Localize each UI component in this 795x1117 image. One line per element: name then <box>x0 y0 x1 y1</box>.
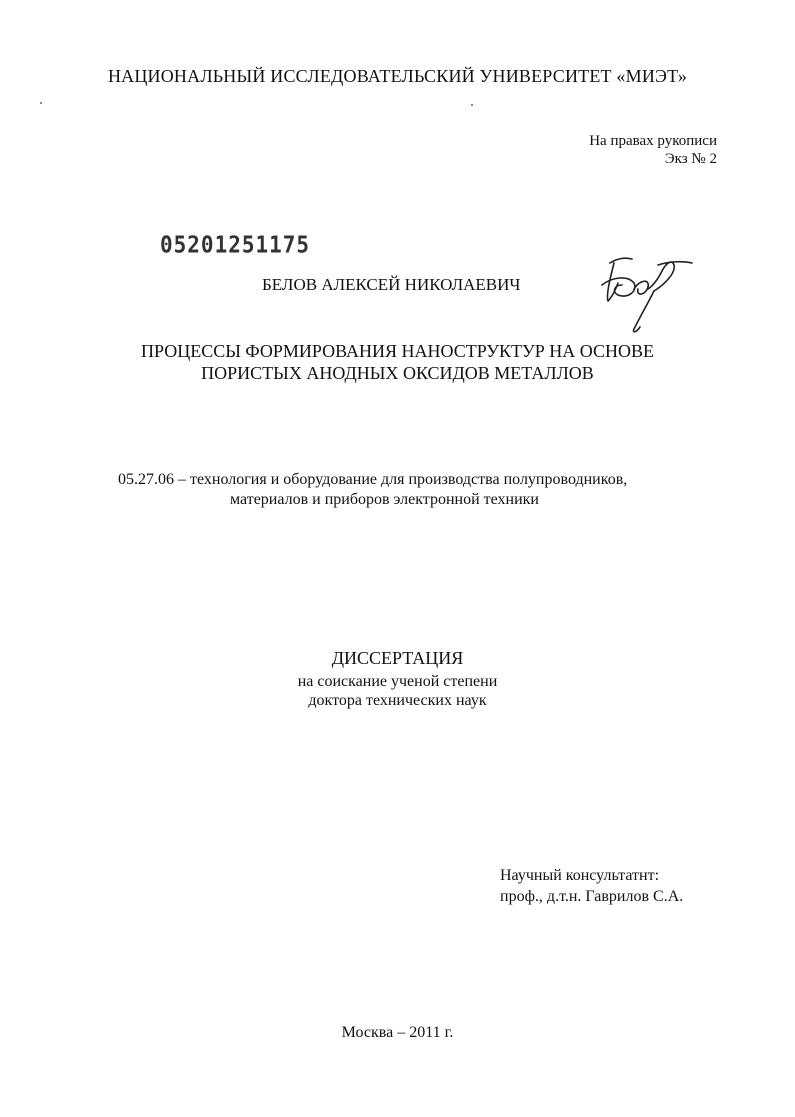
copy-number: Экз № 2 <box>664 151 717 167</box>
title-line: ПОРИСТЫХ АНОДНЫХ ОКСИДОВ МЕТАЛЛОВ <box>201 363 594 383</box>
specialty-line: материалов и приборов электронной техники <box>230 491 539 508</box>
manuscript-rights-block <box>589 132 717 168</box>
university-name: НАЦИОНАЛЬНЫЙ ИССЛЕДОВАТЕЛЬСКИЙ УНИВЕРСИТЕТ «МИЭТ» <box>107 66 688 86</box>
scan-mark <box>471 104 473 106</box>
degree-block <box>0 672 795 710</box>
degree-line: доктора технических наук <box>308 692 487 709</box>
document-type: ДИССЕРТАЦИЯ <box>331 648 464 668</box>
advisor-block <box>500 865 683 907</box>
manuscript-rights-label: На правах рукописи <box>589 133 717 149</box>
advisor-label: Научный консультатнт: <box>500 867 660 884</box>
specialty-block <box>0 470 795 514</box>
registration-stamp: 05201251175 <box>160 231 311 259</box>
advisor-name: проф., д.т.н. Гаврилов С.А. <box>500 888 684 905</box>
author-name: БЕЛОВ АЛЕКСЕЙ НИКОЛАЕВИЧ <box>262 275 521 294</box>
scan-mark <box>40 102 42 104</box>
signature <box>588 245 698 337</box>
dissertation-title <box>0 340 795 384</box>
degree-line: на соискание ученой степени <box>297 673 498 690</box>
specialty-code-line: 05.27.06 – технология и оборудование для производства полупроводников, <box>118 471 628 488</box>
city-year: Москва – 2011 г. <box>341 1024 454 1041</box>
title-line: ПРОЦЕССЫ ФОРМИРОВАНИЯ НАНОСТРУКТУР НА ОСНОВЕ <box>141 341 654 361</box>
